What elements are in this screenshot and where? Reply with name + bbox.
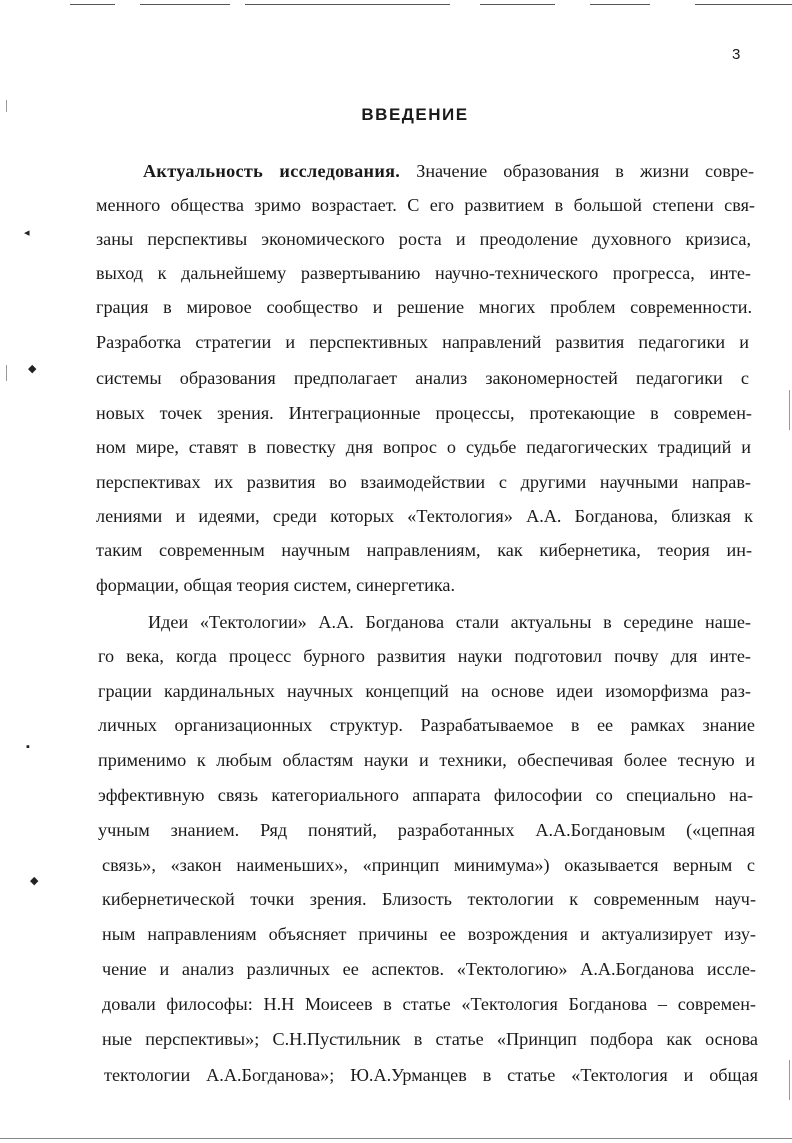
text-line: чение и анализ различных ее аспектов. «Тектологию» А.А.Богданова иссле- [102,959,756,979]
text-line: тектологии А.А.Богданова»; Ю.А.Урманцев в статье «Тектология и общая [104,1065,758,1085]
text-line: таким современным научным направлениям, как кибернетика, теория ин- [96,540,752,560]
section-lead: Актуальность исследования. [143,161,401,181]
scan-right-edge [789,1060,790,1100]
margin-mark: ◆ [30,875,39,887]
scan-top-rule [695,4,792,5]
text-line: новых точек зрения. Интеграционные процессы, протекающие в современ- [96,403,752,423]
text-line: системы образования предполагает анализ закономерностей педагогики с [96,368,749,388]
margin-mark: ◂ [24,227,30,239]
text-line: личных организационных структур. Разрабатываемое в ее рамках знание [98,715,755,735]
text-line: формации, общая теория систем, синергетика. [96,575,455,595]
text-line: перспективах их развития во взаимодействии с другими научными направ- [96,472,751,492]
text-line: ные перспективы»; С.Н.Пустильник в статье «Принцип подбора как основа [102,1029,758,1049]
text-line: го века, когда процесс бурного развития науки подготовил почву для инте- [98,646,751,666]
scan-top-rule [140,4,230,5]
text-line: связь», «закон наименьших», «принцип минимума») оказывается верным с [102,855,755,875]
text-line [143,154,754,188]
text-line: грации кардинальных научных концепций на основе идеи изоморфизма раз- [98,681,751,701]
scan-top-rule [70,4,115,5]
text-line: заны перспективы экономического роста и преодоление духовного кризиса, [96,229,751,249]
scan-top-rule [480,4,555,5]
text-line: кибернетической точки зрения. Близость тектологии к современным науч- [102,889,756,909]
text-line: менного общества зримо возрастает. С его развитием в большой степени свя- [96,195,755,215]
scan-bottom-rule [0,1138,792,1139]
text-line: эффективную связь категориального аппарата философии со специально на- [98,785,753,805]
page-number: 3 [732,46,741,63]
scan-right-edge [789,390,790,430]
text-line: учным знанием. Ряд понятий, разработанных А.А.Богдановым («цепная [98,820,755,840]
text-line: довали философы: Н.Н Моисеев в статье «Тектология Богданова – современ- [102,994,756,1014]
scan-left-edge [6,365,7,381]
text-line: лениями и идеями, среди которых «Тектология» А.А. Богданова, близкая к [96,506,753,526]
margin-mark: ▪ [26,741,30,753]
text-line: Идеи «Тектологии» А.А. Богданова стали актуальны в середине наше- [148,612,751,632]
page-title: ВВЕДЕНИЕ [361,105,469,124]
text-line-rest: Значение образования в жизни совре- [400,161,755,181]
text-line: ном мире, ставят в повестку дня вопрос о судьбе педагогических традиций и [96,437,751,457]
text-line: выход к дальнейшему развертыванию научно-технического прогресса, инте- [96,263,751,283]
text-line: ным направлениям объясняет причины ее возрождения и актуализирует изу- [102,924,756,944]
text-line: грация в мировое сообщество и решение многих проблем современности. [96,297,752,317]
margin-mark: ◆ [28,363,37,375]
text-line: применимо к любым областям науки и техники, обеспечивая более тесную и [98,750,755,770]
scan-top-rule [590,4,650,5]
text-line: Разработка стратегии и перспективных направлений развития педагогики и [96,332,749,352]
scan-top-rule [245,4,450,5]
